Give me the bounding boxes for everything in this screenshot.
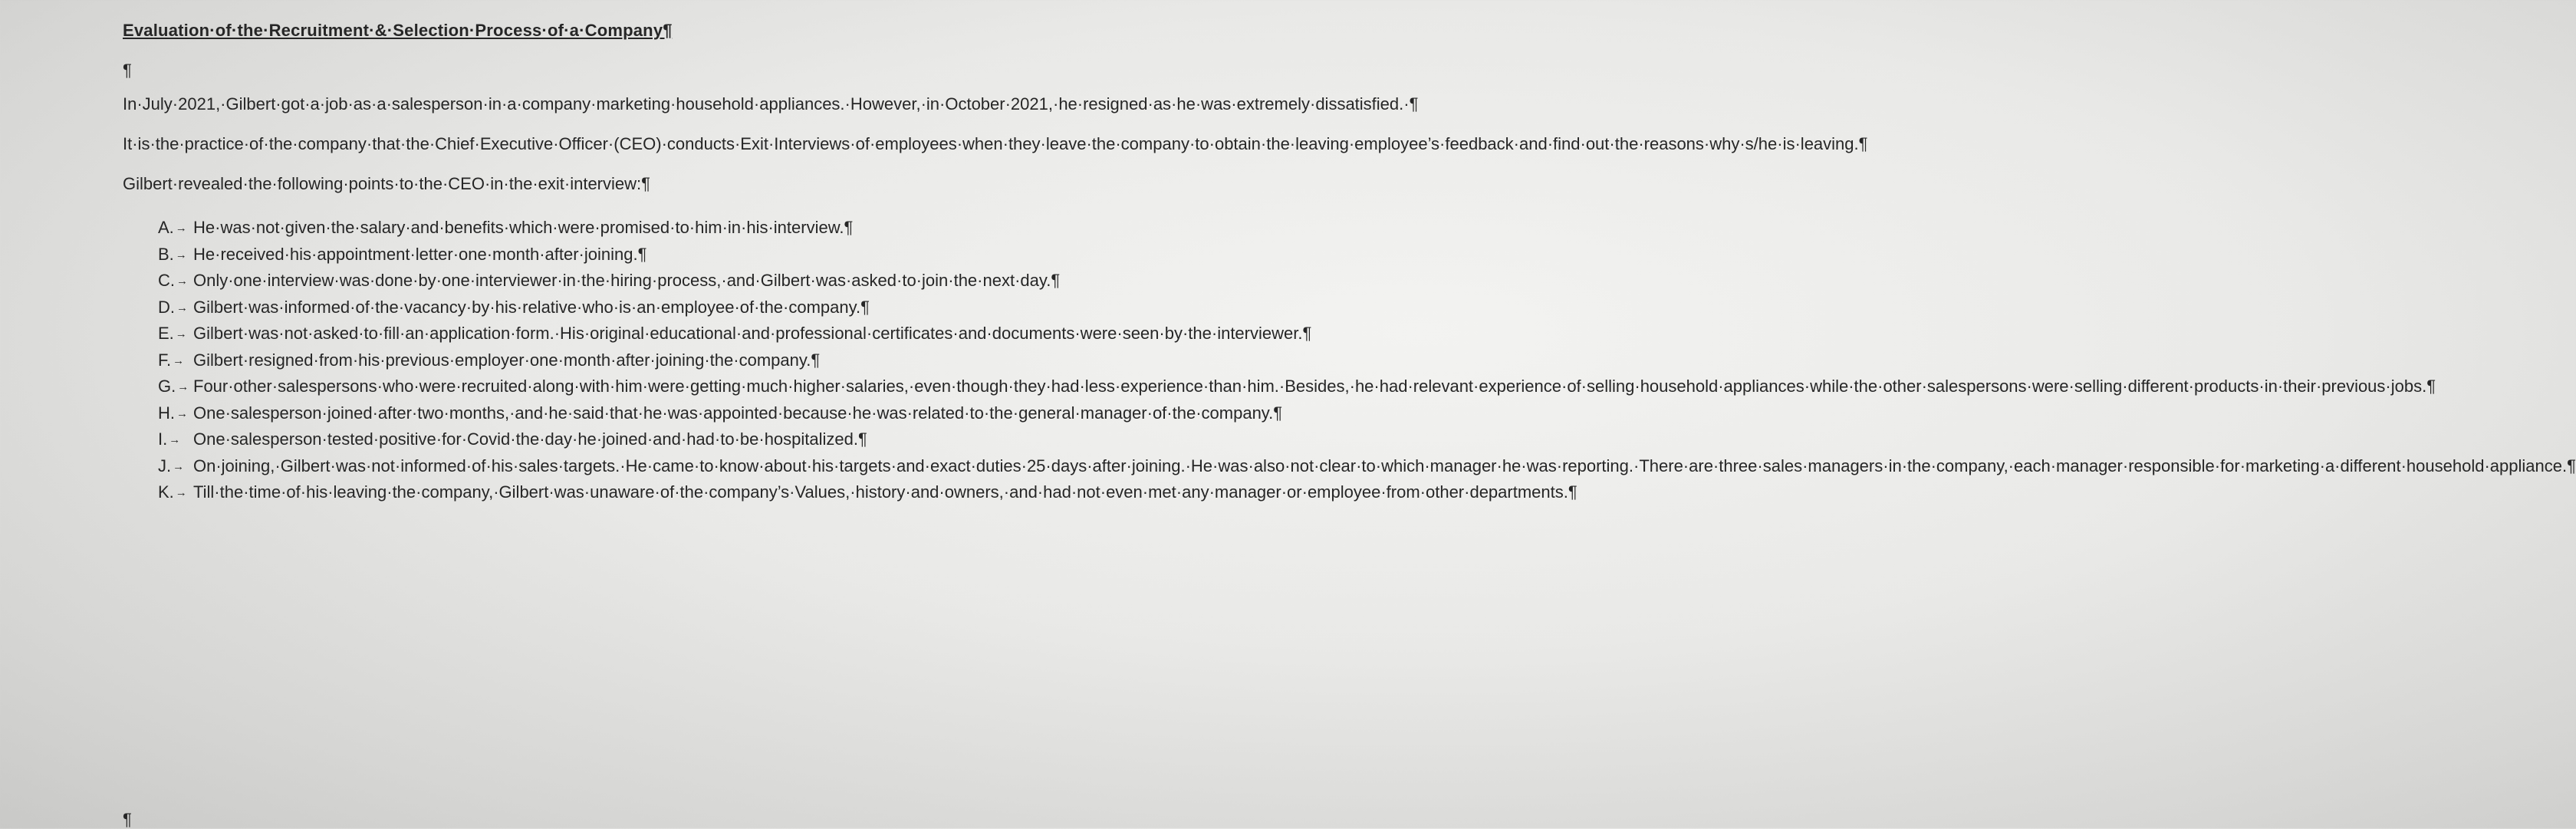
list-marker: H. → [158, 403, 188, 423]
trailing-paragraph-mark: ¶ [123, 810, 132, 829]
list-item: F. → Gilbert·resigned·from·his·previous·employer·one·month·after·joining·the·company.¶ [158, 347, 1070, 374]
list-item: E. → Gilbert·was·not·asked·to·fill·an·application·form.·His·original·educational·and·professional·certificates·and·documents·were·seen·by·the·interviewer.¶ [158, 321, 1070, 347]
tab-arrow-icon: → [177, 380, 189, 393]
paragraph-intro: In·July·2021,·Gilbert·got·a·job·as·a·salesperson·in·a·company·marketing·household·appliances.·However,·in·October·2021,·he·resigned·as·he·was·extremely·dissatisfied.·¶ [123, 94, 1419, 113]
tab-arrow-icon: → [176, 301, 188, 314]
tab-arrow-icon: → [175, 486, 187, 499]
tab-arrow-icon: → [175, 222, 187, 235]
tab-arrow-icon: → [175, 327, 187, 340]
list-item: D. → Gilbert·was·informed·of·the·vacancy·by·his·relative·who·is·an·employee·of·the·company.¶ [158, 294, 1070, 321]
list-marker: B. → [158, 244, 187, 264]
document-body [123, 15, 2576, 506]
document-title: Evaluation·of·the·Recruitment·&·Selection·Process·of·a·Company¶ [123, 21, 673, 40]
list-item: H. → One·salesperson·joined·after·two·months,·and·he·said·that·he·was·appointed·because·he·was·related·to·the·general·manager·of·the·company.¶ [158, 400, 1070, 427]
list-item: I. → One·salesperson·tested·positive·for·Covid·the·day·he·joined·and·had·to·be·hospitalized.¶ [158, 426, 1070, 453]
list-item: A. → He·was·not·given·the·salary·and·benefits·which·were·promised·to·him·in·his·interview.¶ [158, 215, 1070, 242]
list-marker: E. → [158, 324, 187, 343]
list-marker: A. → [158, 218, 187, 237]
list-item: G. → Four·other·salespersons·who·were·recruited·along·with·him·were·getting·much·higher·salaries,·even·though·they·had·less·experience·than·him.·Besides,·he·had·relevant·experience·of·selling·household·appliances·while·the·other·salespersons·were·selling·different·products·in·their·previous·jobs.¶ [158, 373, 1070, 400]
list-item: J. → On·joining,·Gilbert·was·not·informed·of·his·sales·targets.·He·came·to·know·about·his·targets·and·exact·duties·25·days·after·joining.·He·was·also·not·clear·to·which·manager·he·was·reporting.·There·are·three·sales·managers·in·the·company,·each·manager·responsible·for·marketing·a·different·household·appliance.¶ [158, 453, 1070, 480]
list-marker: J. → [158, 456, 185, 475]
paragraph-points-lead: Gilbert·revealed·the·following·points·to·the·CEO·in·the·exit·interview:¶ [123, 174, 650, 193]
list-marker: G. → [158, 377, 189, 396]
points-list [158, 215, 2576, 506]
list-item: K. → Till·the·time·of·his·leaving·the·company,·Gilbert·was·unaware·of·the·company’s·Values,·history·and·owners,·and·had·not·even·met·any·manager·or·employee·from·other·departments.¶ [158, 479, 1070, 506]
list-item: C. → Only·one·interview·was·done·by·one·interviewer·in·the·hiring·process,·and·Gilbert·was·asked·to·join·the·next·day.¶ [158, 268, 1070, 294]
list-marker: C. → [158, 271, 188, 290]
list-item: B. → He·received·his·appointment·letter·one·month·after·joining.¶ [158, 242, 1070, 268]
empty-paragraph-mark: ¶ [123, 61, 132, 80]
tab-arrow-icon: → [176, 275, 188, 288]
tab-arrow-icon: → [169, 433, 181, 446]
paragraph-exit-interviews: It·is·the·practice·of·the·company·that·the·Chief·Executive·Officer·(CEO)·conducts·Exit·Interviews·of·employees·when·they·leave·the·company·to·obtain·the·leaving·employee’s·feedback·and·find·out·the·reasons·why·s/he·is·leaving.¶ [123, 134, 1868, 153]
list-marker: F. → [158, 350, 185, 370]
tab-arrow-icon: → [173, 354, 185, 367]
list-marker: K. → [158, 482, 187, 502]
list-marker: I. → [158, 429, 181, 449]
tab-arrow-icon: → [173, 459, 185, 473]
list-marker: D. → [158, 297, 188, 317]
tab-arrow-icon: → [175, 248, 187, 262]
tab-arrow-icon: → [176, 406, 188, 420]
